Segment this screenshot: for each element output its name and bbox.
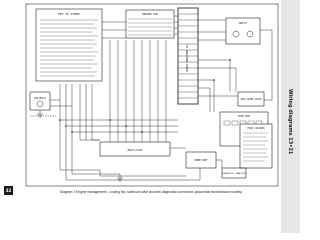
ecu-label: ENGINE MANAGEMENT ECU bbox=[186, 44, 189, 72]
fan-relay bbox=[30, 92, 50, 110]
diagnostic-connector bbox=[222, 168, 246, 178]
power-unit bbox=[186, 152, 216, 168]
engine-fan-label: ENGINE FAN bbox=[142, 13, 158, 16]
power-unit-label: POWER UNIT bbox=[194, 159, 208, 162]
key-to-items-box bbox=[36, 9, 102, 81]
fuse-colours-key bbox=[240, 124, 272, 168]
relay-block bbox=[226, 18, 260, 44]
multi-plug bbox=[100, 142, 170, 156]
engine-management-ecu bbox=[178, 8, 198, 104]
fan-relay-label: FAN RELAY bbox=[34, 97, 46, 100]
multi-plug-label: MULTI-PLUG bbox=[127, 149, 143, 152]
fuse-key-title: FUSE COLOURS bbox=[247, 127, 265, 130]
key-box-title: KEY TO ITEMS bbox=[58, 12, 80, 16]
relay-label: RELAY bbox=[239, 22, 247, 25]
side-header-title: Wiring diagrams 13•21 bbox=[287, 89, 293, 155]
fuse-box-title: FUSE BOX bbox=[237, 115, 251, 118]
page-number-badge: 32 bbox=[5, 188, 12, 193]
diag-label: DIAGNOSTIC CONNECTOR bbox=[222, 173, 246, 175]
engine-fan-connector bbox=[126, 10, 174, 38]
diagram-caption: Diagram 7 Engine management - cooling fan, solenoid valve and anti-diagnostic connectors (automatic transmission models) bbox=[60, 190, 243, 194]
idle-valve-label: IDLE SPEED VALVE bbox=[240, 98, 262, 101]
idle-speed-valve bbox=[238, 92, 264, 106]
